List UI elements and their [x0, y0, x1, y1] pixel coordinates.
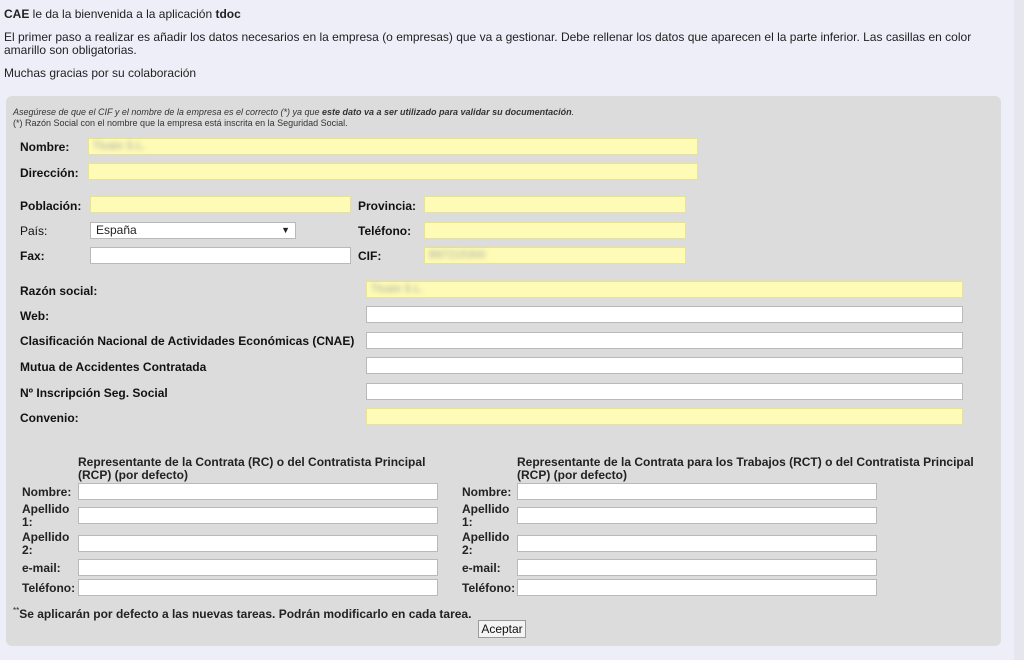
rep-left-email-input[interactable]	[78, 559, 438, 576]
rep-left-apellido2-input[interactable]	[78, 535, 438, 552]
cif-validation-note	[13, 107, 574, 117]
welcome-line	[4, 8, 241, 21]
rep-left-apellido1-label: Apellido 1:	[22, 502, 70, 529]
rep-left-nombre-input[interactable]	[78, 483, 438, 500]
poblacion-input[interactable]	[90, 196, 351, 213]
page-scrollbar[interactable]	[1014, 0, 1024, 660]
razon-social-label: Razón social:	[20, 284, 98, 298]
rep-left-apellido2-label: Apellido 2:	[22, 530, 70, 557]
company-abbrev: CAE	[4, 7, 30, 21]
rep-right-apellido1-input[interactable]	[517, 507, 877, 524]
welcome-text: le da la bienvenida a la aplicación	[29, 7, 216, 21]
nombre-value: Ttuaix S.L.	[93, 140, 146, 152]
note-text: Asegúrese de que el CIF y el nombre de la empresa es el correcto (*) ya que	[13, 107, 322, 117]
default-footnote	[13, 606, 471, 621]
web-label: Web:	[20, 309, 50, 323]
rep-right-email-input[interactable]	[517, 559, 877, 576]
pais-select[interactable]	[90, 222, 296, 239]
poblacion-label: Población:	[20, 199, 82, 213]
rep-right-nombre-label: Nombre:	[462, 485, 512, 499]
convenio-label: Convenio:	[20, 411, 79, 425]
pais-label: País:	[20, 224, 48, 238]
inscripcion-input[interactable]	[366, 383, 963, 400]
razon-social-input[interactable]	[366, 281, 963, 298]
convenio-input[interactable]	[366, 408, 963, 425]
rep-right-title: Representante de la Contrata para los Trabajos (RCT) o del Contratista Principal (RCP) (por defecto)	[517, 455, 974, 482]
rep-right-apellido2-label: Apellido 2:	[462, 530, 510, 557]
rep-right-email-label: e-mail:	[462, 561, 501, 575]
cif-label: CIF:	[358, 249, 382, 263]
note-period: .	[571, 107, 575, 117]
razon-social-note: (*) Razón Social con el nombre que la empresa está inscrita en la Seguridad Social.	[13, 118, 348, 128]
telefono-input[interactable]	[424, 222, 686, 239]
cif-value: B87215300	[429, 249, 486, 261]
note-bold-text: este dato va a ser utilizado para validar su documentación	[322, 107, 572, 117]
fax-label: Fax:	[20, 249, 45, 263]
telefono-label: Teléfono:	[358, 224, 412, 238]
instructions-text: El primer paso a realizar es añadir los datos necesarios en la empresa (o empresas) que va a gestionar. Debe rellenar los datos que aparecen el la parte inferior. Las casillas en color amarillo son obligatorias.	[4, 30, 972, 57]
rep-right-nombre-input[interactable]	[517, 483, 877, 500]
dropdown-arrow-icon: ▼	[281, 225, 290, 235]
nombre-input[interactable]	[88, 138, 698, 155]
app-name: tdoc	[215, 7, 241, 21]
rep-left-nombre-label: Nombre:	[22, 485, 72, 499]
nombre-label: Nombre:	[20, 140, 70, 154]
rep-right-telefono-input[interactable]	[517, 579, 877, 596]
footnote-text: Se aplicarán por defecto a las nuevas tareas. Podrán modificarlo en cada tarea.	[19, 607, 472, 621]
provincia-label: Provincia:	[358, 199, 417, 213]
rep-right-apellido1-label: Apellido 1:	[462, 502, 510, 529]
footnote-marker: **	[13, 606, 20, 615]
aceptar-button[interactable]: Aceptar	[478, 620, 526, 638]
rep-left-title: Representante de la Contrata (RC) o del Contratista Principal (RCP) (por defecto)	[78, 455, 426, 482]
mutua-input[interactable]	[366, 357, 963, 374]
rep-left-email-label: e-mail:	[22, 561, 61, 575]
pais-selected-value: España	[96, 223, 137, 237]
rep-left-telefono-label: Teléfono:	[22, 581, 76, 595]
fax-input[interactable]	[90, 247, 351, 264]
razon-social-value: Ttuaix S.L.	[371, 283, 424, 295]
rep-left-apellido1-input[interactable]	[78, 507, 438, 524]
thanks-text: Muchas gracias por su colaboración	[4, 66, 197, 80]
web-input[interactable]	[366, 306, 963, 323]
mutua-label: Mutua de Accidentes Contratada	[20, 360, 207, 374]
rep-right-apellido2-input[interactable]	[517, 535, 877, 552]
direccion-input[interactable]	[88, 163, 698, 180]
rep-right-telefono-label: Teléfono:	[462, 581, 516, 595]
cnae-input[interactable]	[366, 332, 963, 349]
direccion-label: Dirección:	[20, 166, 79, 180]
cif-input[interactable]	[424, 247, 686, 264]
cnae-label: Clasificación Nacional de Actividades Económicas (CNAE)	[20, 334, 355, 348]
rep-left-telefono-input[interactable]	[78, 579, 438, 596]
inscripcion-label: Nº Inscripción Seg. Social	[20, 386, 168, 400]
provincia-input[interactable]	[424, 196, 686, 213]
